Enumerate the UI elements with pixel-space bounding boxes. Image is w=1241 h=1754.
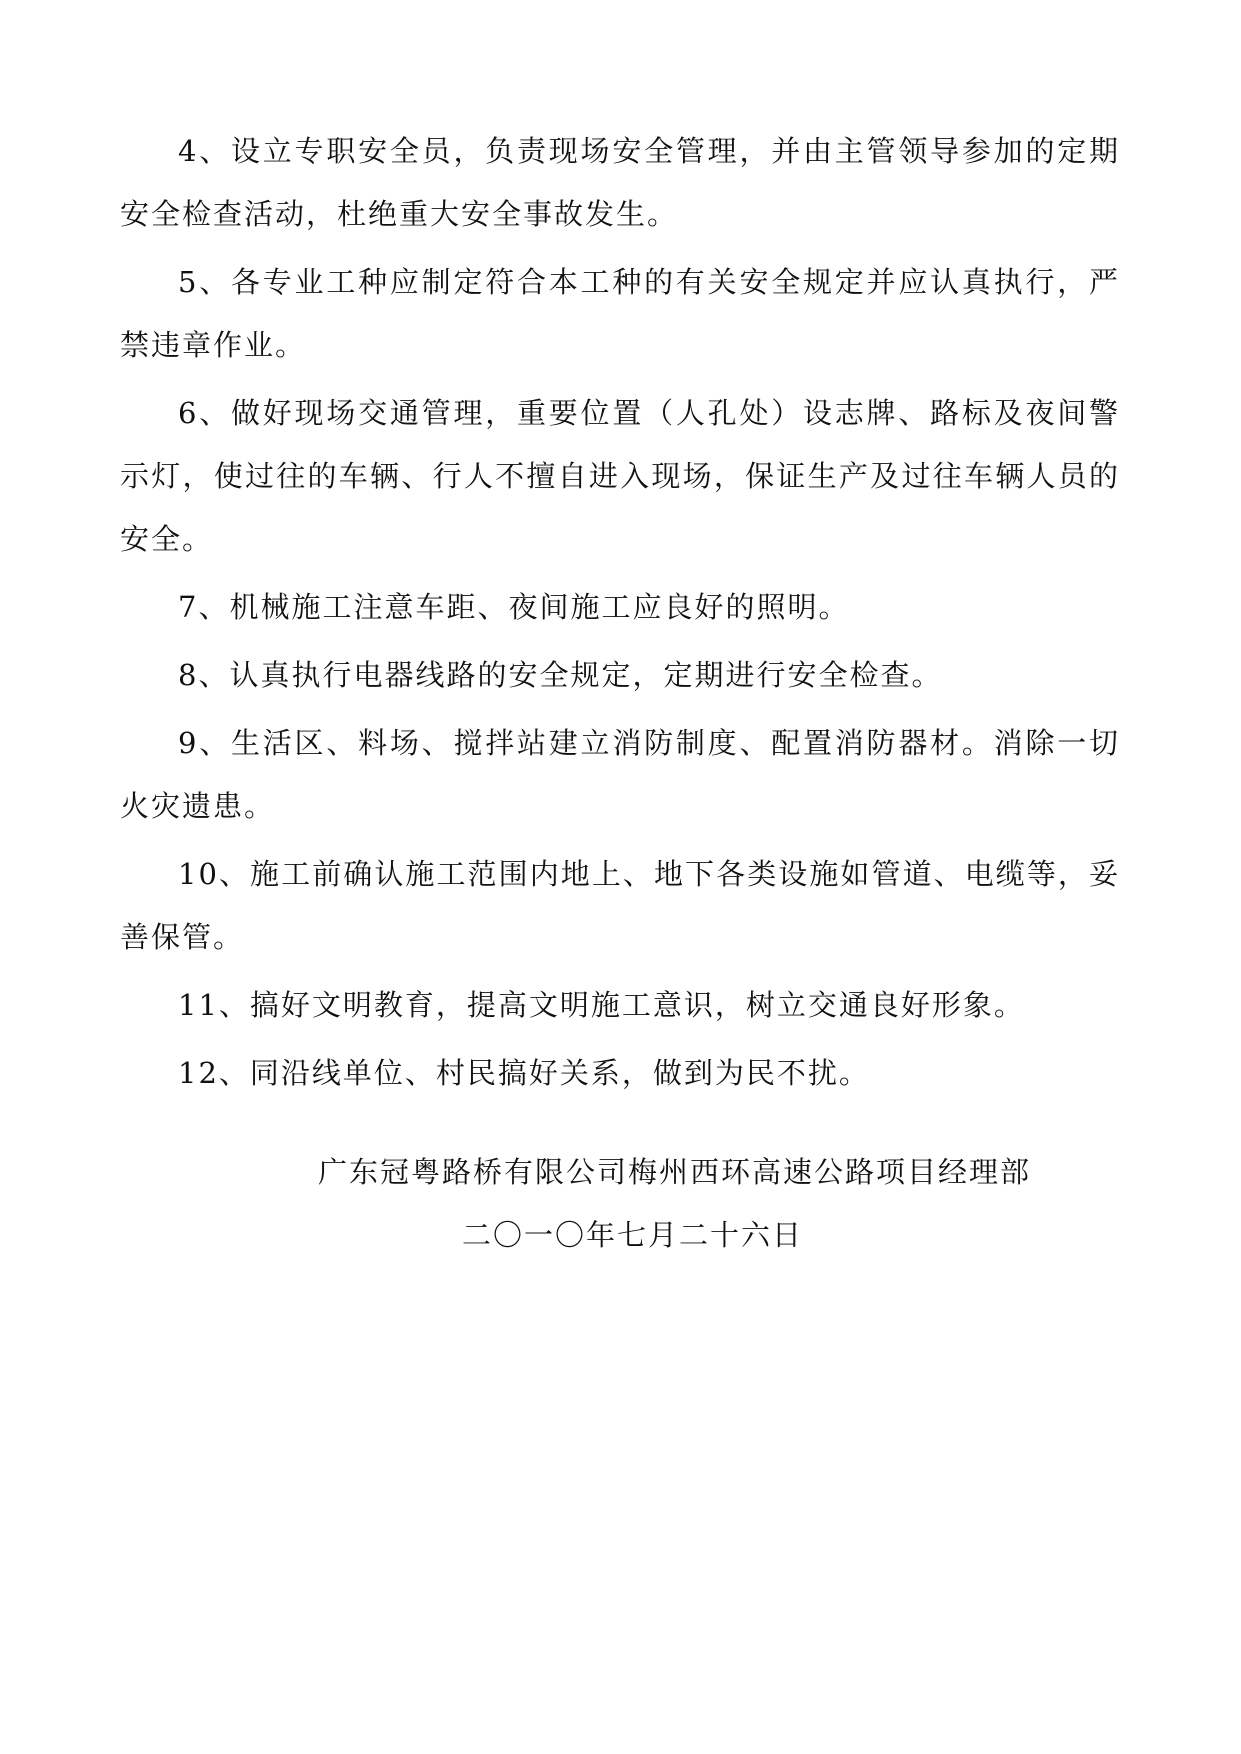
- paragraph-item-11: 11、搞好文明教育，提高文明施工意识，树立交通良好形象。: [178, 988, 1025, 1022]
- paragraph-item-4: 4、设立专职安全员，负责现场安全管理，并由主管领导参加的定期安全检查活动，杜绝重大安全事故发生。: [120, 134, 1120, 231]
- paragraph-item-7: 7、机械施工注意车距、夜间施工应良好的照明。: [178, 590, 850, 624]
- signature-organization: 广东冠粤路桥有限公司梅州西环高速公路项目经理部: [318, 1155, 1032, 1189]
- signature-date: 二〇一〇年七月二十六日: [462, 1218, 804, 1252]
- paragraph-item-12: 12、同沿线单位、村民搞好关系，做到为民不扰。: [178, 1056, 870, 1090]
- paragraph-item-6: 6、做好现场交通管理，重要位置（人孔处）设志牌、路标及夜间警示灯，使过往的车辆、行人不擅自进入现场，保证生产及过往车辆人员的安全。: [120, 396, 1120, 556]
- paragraph-item-8: 8、认真执行电器线路的安全规定，定期进行安全检查。: [178, 658, 943, 692]
- paragraph-item-9: 9、生活区、料场、搅拌站建立消防制度、配置消防器材。消除一切火灾遗患。: [120, 726, 1120, 823]
- paragraph-item-5: 5、各专业工种应制定符合本工种的有关安全规定并应认真执行，严禁违章作业。: [120, 265, 1120, 362]
- paragraph-item-10: 10、施工前确认施工范围内地上、地下各类设施如管道、电缆等，妥善保管。: [120, 857, 1120, 954]
- document-body: [120, 120, 1120, 1110]
